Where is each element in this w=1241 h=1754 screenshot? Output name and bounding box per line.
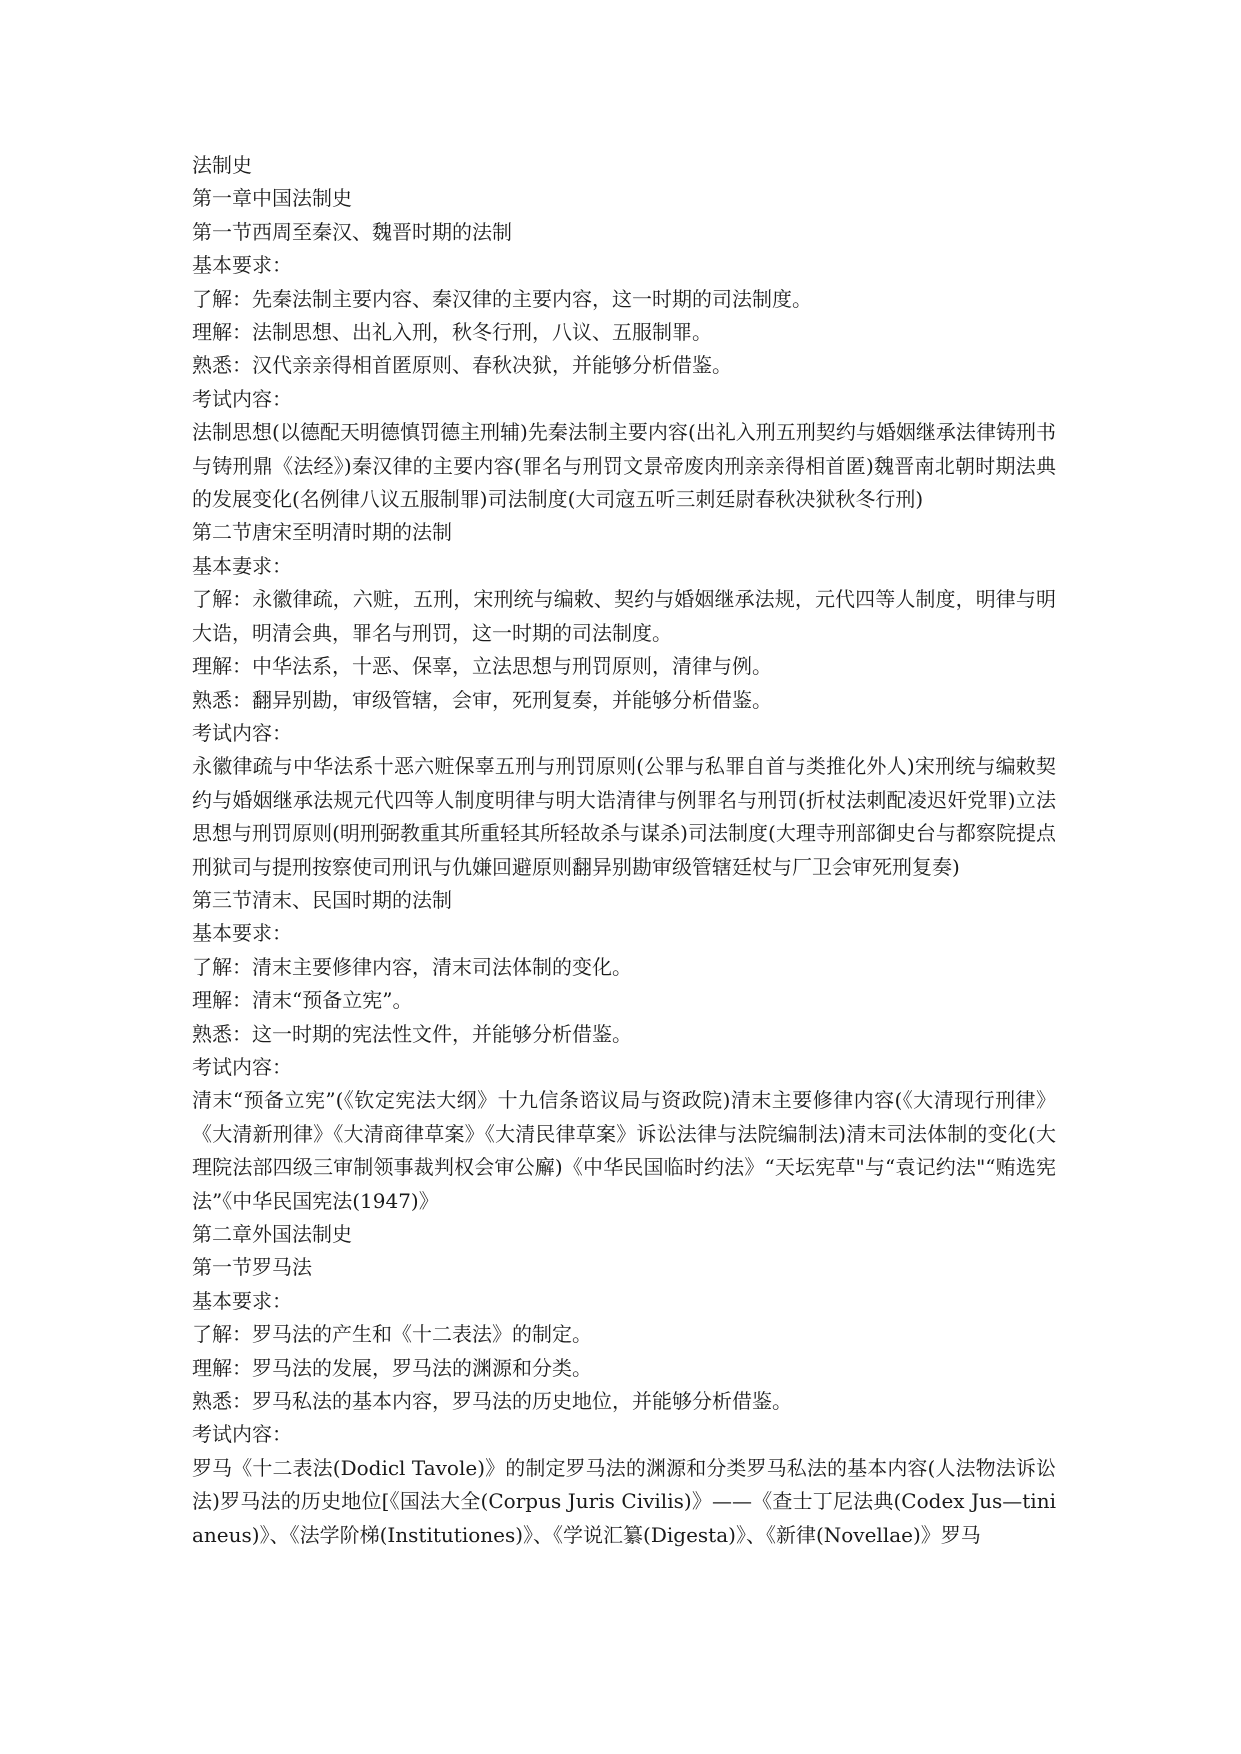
section-1-2-understand: 理解：中华法系，十恶、保辜，立法思想与刑罚原则，清律与例。: [192, 654, 772, 679]
section-2-1-understand: 理解：罗马法的发展，罗马法的渊源和分类。: [192, 1355, 592, 1380]
section-2-1-requirements-heading: 基本要求：: [192, 1288, 292, 1313]
section-1-3-understand: 理解：清末“预备立宪”。: [192, 988, 413, 1013]
chapter-2-title: 第二章外国法制史: [192, 1222, 352, 1246]
section-1-1-title: 第一节西周至秦汉、魏晋时期的法制: [192, 219, 512, 244]
section-1-3-know: 了解：清末主要修律内容，清末司法体制的变化。: [192, 954, 632, 979]
section-1-1-exam-content: 法制思想(以德配天明德慎罚德主刑辅)先秦法制主要内容(出礼入刑五刑契约与婚姻继承法律铸刑书与铸刑鼎《法经》)秦汉律的主要内容(罪名与刑罚文景帝废肉刑亲亲得相首匿)魏晋南北朝时期法典的发展变化(名例律八议五服制罪)司法制度(大司寇五听三刺廷尉春秋决狱秋冬行刑): [192, 420, 1056, 512]
section-2-1-exam-heading: 考试内容：: [192, 1422, 292, 1447]
section-2-1-title: 第一节罗马法: [192, 1255, 312, 1280]
section-1-3-exam-heading: 考试内容：: [192, 1054, 292, 1079]
section-1-2-exam-heading: 考试内容：: [192, 720, 292, 745]
section-2-1-know: 了解：罗马法的产生和《十二表法》的制定。: [192, 1322, 592, 1347]
section-1-2-title: 第二节唐宋至明清时期的法制: [192, 520, 452, 545]
section-2-1-familiar: 熟悉：罗马私法的基本内容，罗马法的历史地位，并能够分析借鉴。: [192, 1389, 792, 1414]
chapter-1-title: 第一章中国法制史: [192, 186, 352, 211]
section-1-3-exam-content: 清末“预备立宪”(《钦定宪法大纲》十九信条谘议局与资政院)清末主要修律内容(《大清现行刑律》《大清新刑律》《大清商律草案》《大清民律草案》诉讼法律与法院编制法)清末司法体制的变化(大理院法部四级三审制领事裁判权会审公廨)《中华民国临时约法》“天坛宪草"与“袁记约法"“贿选宪法”《中华民国宪法(1947)》: [192, 1088, 1056, 1213]
section-1-3-title: 第三节清末、民国时期的法制: [192, 887, 452, 912]
section-1-1-requirements-heading: 基本要求：: [192, 253, 292, 278]
section-1-1-exam-heading: 考试内容：: [192, 386, 292, 411]
section-1-2-familiar: 熟悉：翻异别勘，审级管辖，会审，死刑复奏，并能够分析借鉴。: [192, 687, 772, 712]
section-1-2-know: 了解：永徽律疏，六赃，五刑，宋刑统与编敕、契约与婚姻继承法规，元代四等人制度，明律与明大诰，明清会典，罪名与刑罚，这一时期的司法制度。: [192, 587, 1056, 645]
section-1-1-understand: 理解：法制思想、出礼入刑，秋冬行刑，八议、五服制罪。: [192, 320, 712, 345]
section-1-3-requirements-heading: 基本要求：: [192, 921, 292, 946]
document-body: [192, 149, 1056, 1552]
section-1-3-familiar: 熟悉：这一时期的宪法性文件，并能够分析借鉴。: [192, 1021, 632, 1046]
document-title: 法制史: [192, 153, 252, 177]
section-1-2-exam-content: 永徽律疏与中华法系十恶六赃保辜五刑与刑罚原则(公罪与私罪自首与类推化外人)宋刑统与编敕契约与婚姻继承法规元代四等人制度明律与明大诰清律与例罪名与刑罚(折杖法刺配凌迟奸党罪)立法思想与刑罚原则(明刑弼教重其所重轻其所轻故杀与谋杀)司法制度(大理寺刑部御史台与都察院提点刑狱司与提刑按察使司刑讯与仇嫌回避原则翻异别勘审级管辖廷杖与厂卫会审死刑复奏): [192, 754, 1056, 879]
section-1-2-requirements-heading: 基本妻求：: [192, 553, 292, 578]
section-2-1-exam-content: 罗马《十二表法(Dodicl Tavole)》的制定罗马法的渊源和分类罗马私法的基本内容(人法物法诉讼法)罗马法的历史地位[《国法大全(Corpus Juris Civilis)》——《查士丁尼法典(Codex Jus—tinianeus)》、《法学阶梯(Institutiones)》、《学说汇纂(Digesta)》、《新律(Novellae)》罗马: [192, 1455, 1056, 1547]
section-1-1-familiar: 熟悉：汉代亲亲得相首匿原则、春秋决狱，并能够分析借鉴。: [192, 353, 732, 378]
section-1-1-know: 了解：先秦法制主要内容、秦汉律的主要内容，这一时期的司法制度。: [192, 286, 812, 311]
